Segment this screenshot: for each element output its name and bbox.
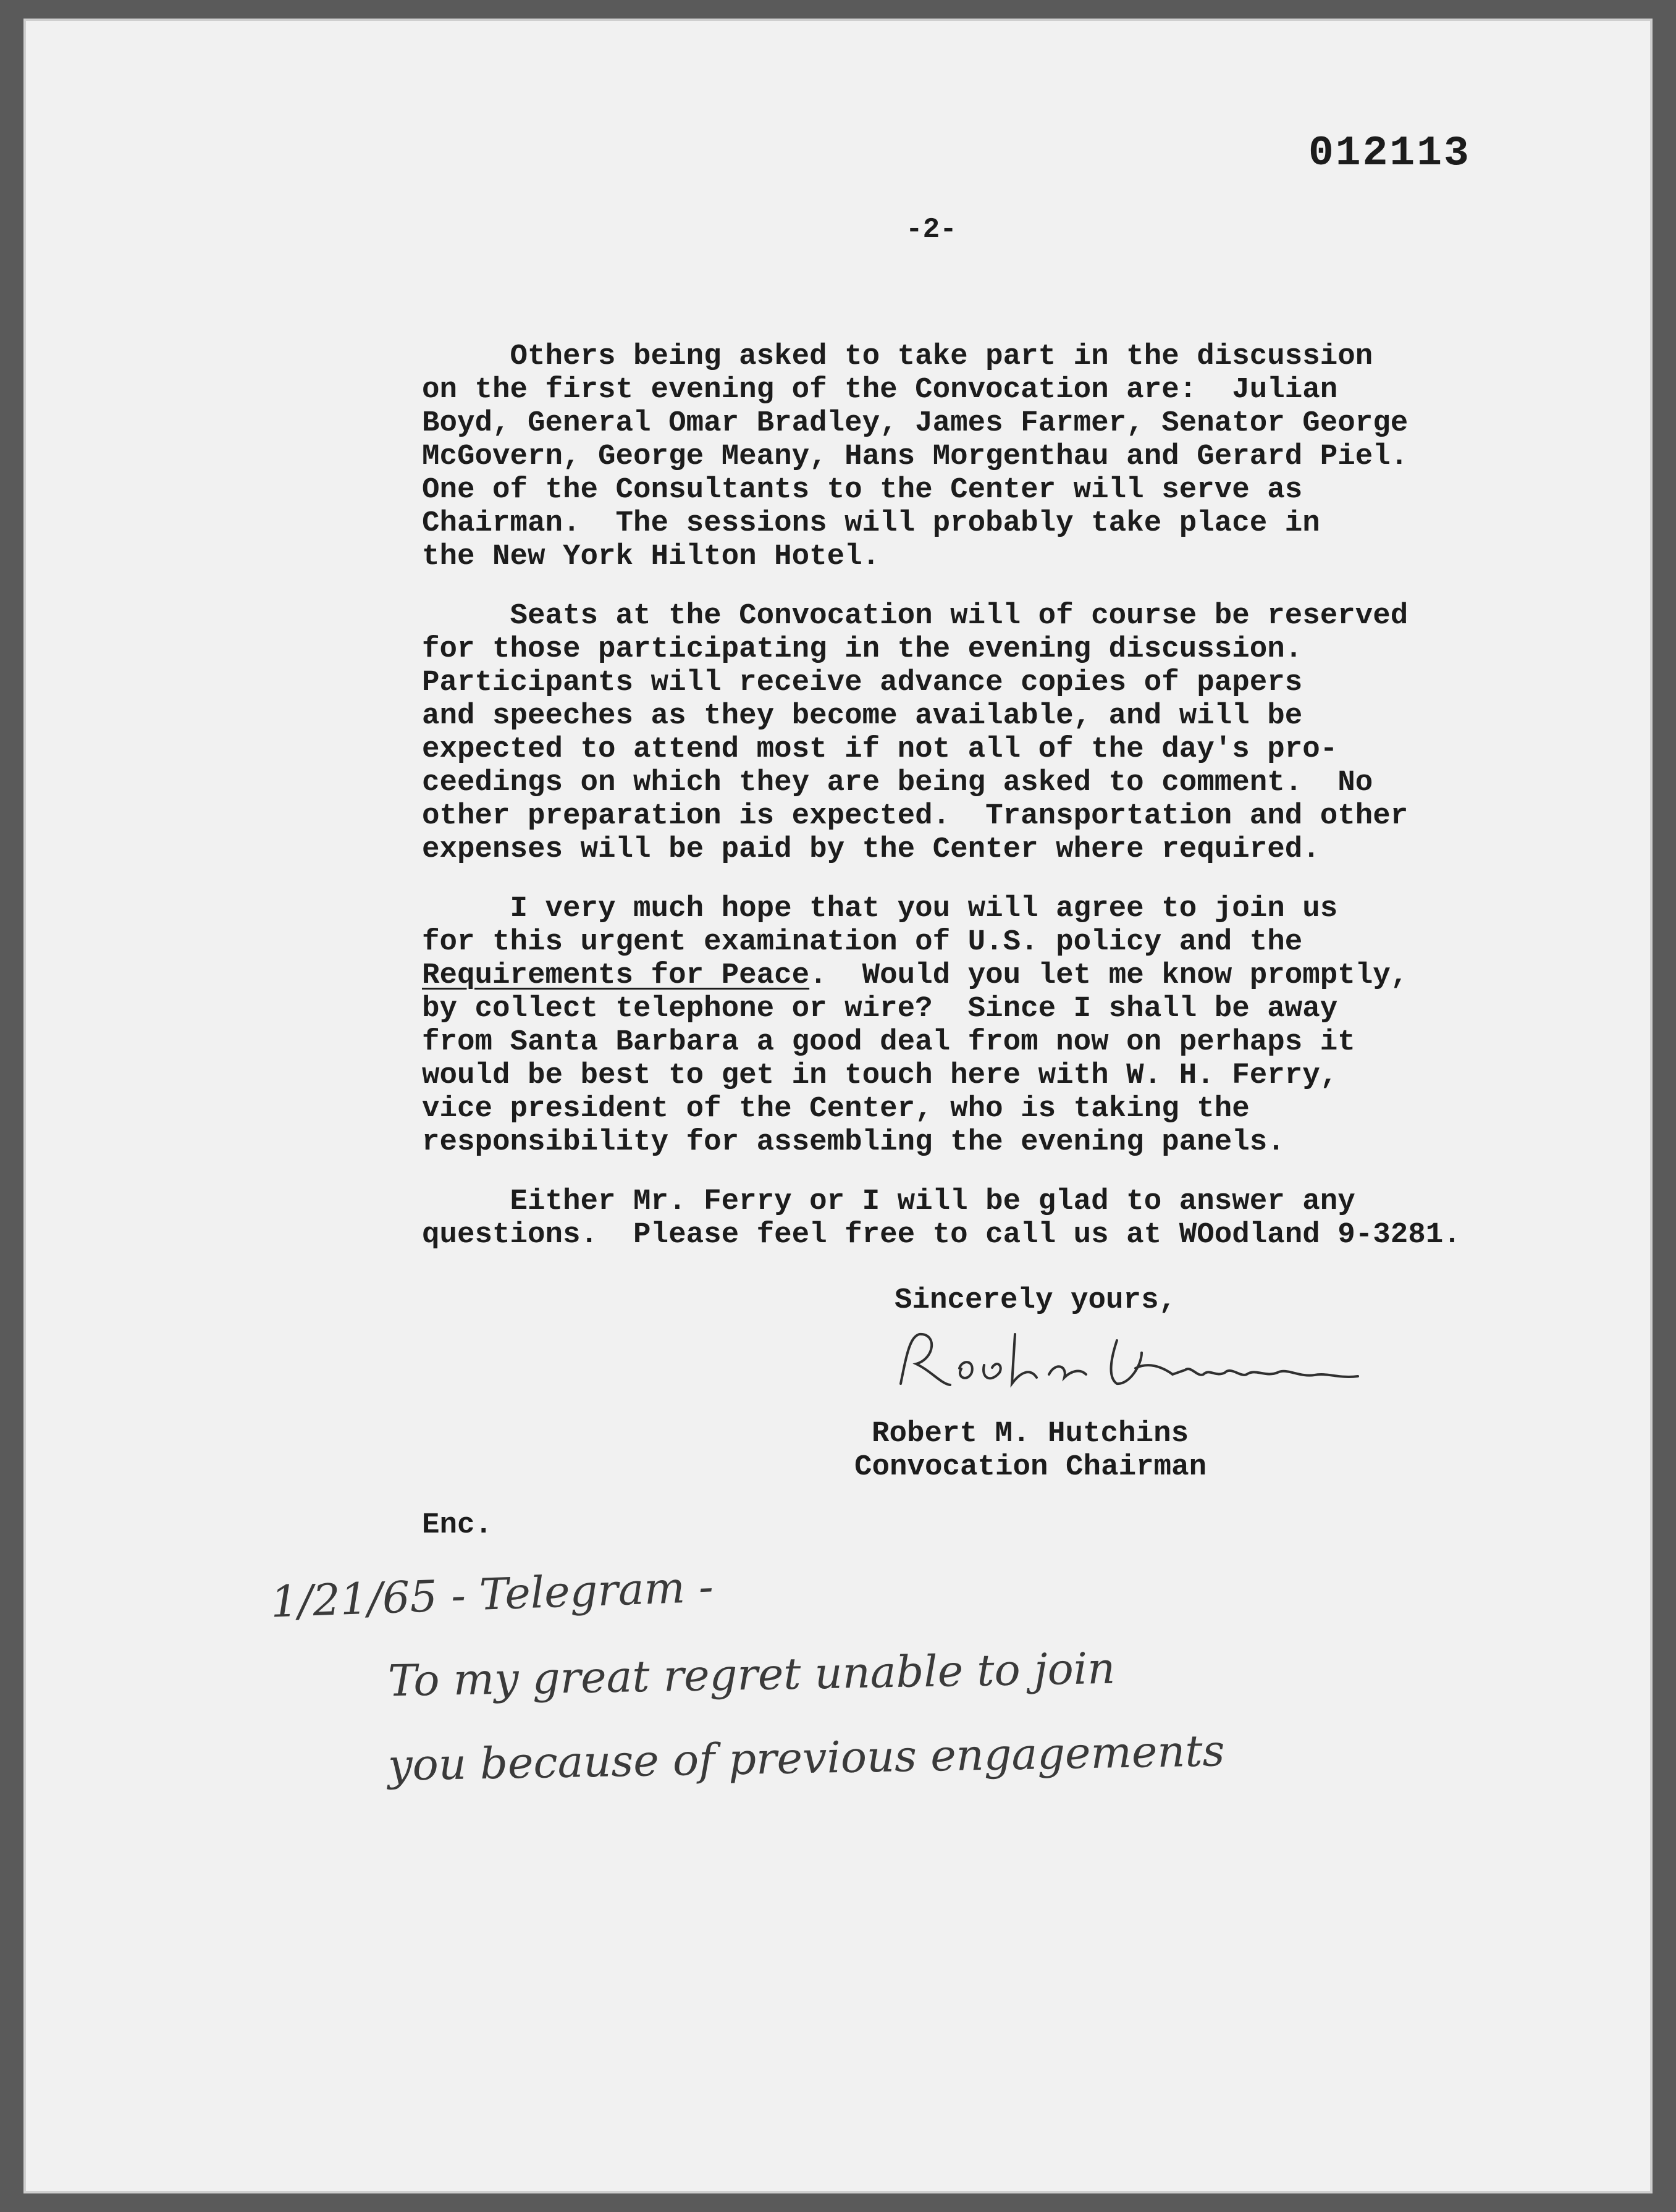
- closing: Sincerely yours,: [895, 1284, 1177, 1317]
- signature-first-name-stroke: [901, 1334, 1086, 1385]
- letter-line: vice president of the Center, who is taking the: [422, 1092, 1250, 1125]
- handwritten-note-line-1: 1/21/65 - Telegram -: [269, 1561, 715, 1628]
- letter-line: from Santa Barbara a good deal from now on perhaps it: [422, 1025, 1355, 1059]
- handwritten-note-line-3: you because of previous engagements: [387, 1725, 1226, 1791]
- letter-line: Participants will receive advance copies of papers: [422, 666, 1303, 699]
- letter-line: One of the Consultants to the Center will serve as: [422, 473, 1303, 507]
- letter-line: the New York Hilton Hotel.: [422, 540, 880, 573]
- requirements-for-peace-title: Requirements for Peace: [422, 959, 810, 992]
- signature-last-name-stroke: [1111, 1340, 1358, 1384]
- enclosure-note: Enc.: [422, 1508, 493, 1542]
- letter-line: would be best to get in touch here with W. H. Ferry,: [422, 1059, 1338, 1092]
- signature-image: [882, 1316, 1438, 1408]
- letter-page: [23, 19, 1653, 2193]
- signature-title: Convocation Chairman: [854, 1450, 1207, 1484]
- letter-line: and speeches as they become available, and will be: [422, 699, 1303, 733]
- letter-line: questions. Please feel free to call us at WOodland 9-3281.: [422, 1218, 1461, 1251]
- letter-line: by collect telephone or wire? Since I shall be away: [422, 992, 1338, 1025]
- letter-line: for this urgent examination of U.S. policy and the: [422, 925, 1303, 959]
- signature-name: Robert M. Hutchins: [872, 1417, 1189, 1450]
- document-number: 012113: [1308, 130, 1471, 177]
- letter-line: on the first evening of the Convocation are: Julian: [422, 373, 1338, 406]
- letter-line: [422, 959, 1408, 992]
- letter-line: other preparation is expected. Transportation and other: [422, 799, 1409, 833]
- letter-line: Either Mr. Ferry or I will be glad to answer any: [422, 1185, 1355, 1218]
- letter-line: for those participating in the evening discussion.: [422, 633, 1303, 666]
- letter-line: expected to attend most if not all of the day's pro-: [422, 733, 1338, 766]
- handwritten-note-line-2: To my great regret unable to join: [387, 1642, 1116, 1707]
- letter-line: I very much hope that you will agree to join us: [422, 892, 1338, 925]
- letter-line: responsibility for assembling the evening panels.: [422, 1125, 1285, 1159]
- letter-line: Seats at the Convocation will of course be reserved: [422, 599, 1409, 633]
- letter-line: expenses will be paid by the Center where required.: [422, 833, 1320, 866]
- letter-line: Boyd, General Omar Bradley, James Farmer, Senator George: [422, 406, 1409, 440]
- page-number: -2-: [906, 214, 957, 246]
- letter-line: Chairman. The sessions will probably take place in: [422, 507, 1320, 540]
- letter-line-rest: . Would you let me know promptly,: [809, 959, 1409, 992]
- letter-line: Others being asked to take part in the discussion: [422, 340, 1373, 373]
- letter-line: McGovern, George Meany, Hans Morgenthau and Gerard Piel.: [422, 440, 1409, 473]
- letter-line: ceedings on which they are being asked to comment. No: [422, 766, 1373, 799]
